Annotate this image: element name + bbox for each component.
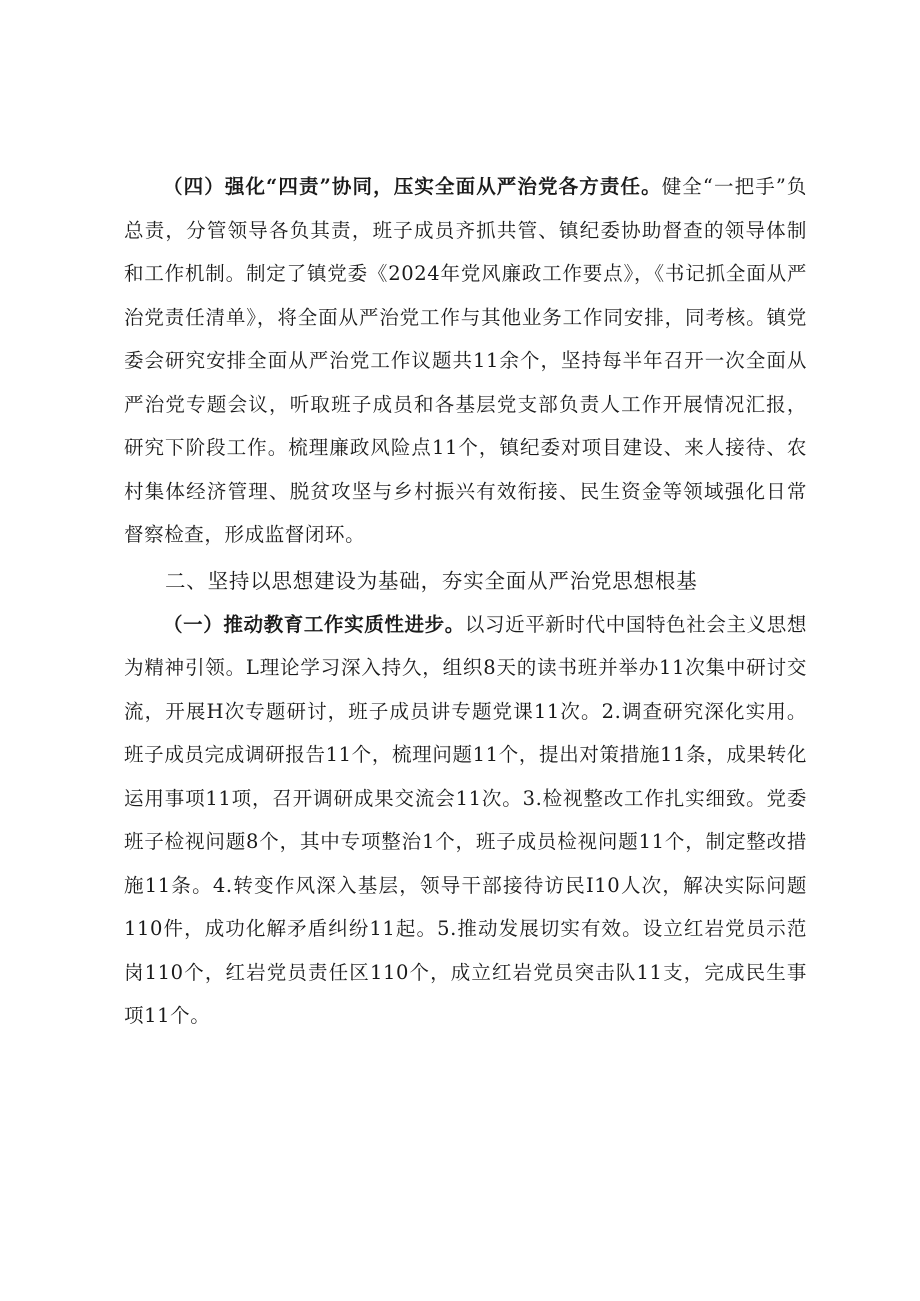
section-1-body: 以习近平新时代中国特色社会主义思想为精神引领。L理论学习深入持久，组织8天的读书班并举办11次集中研讨交流，开展H次专题研讨，班子成员讲专题党课11次。2.调查研究深化实用。班子成员完成调研报告11个，梳理问题11个，提出对策措施11条，成果转化运用事项11项，召开调研成果交流会11次。3.检视整改工作扎实细致。党委班子检视问题8个，其中专项整治1个，班子成员检视问题11个，制定整改措施11条。4.转变作风深入基层，领导干部接待访民I10人次，解决实际问题110件，成功化解矛盾纠纷11起。5.推动发展切实有效。设立红岩党员示范岗110个，红岩党员责任区110个，成立红岩党员突击队11支，完成民生事项11个。 [124, 612, 807, 1027]
section-1-lead: （一）推动教育工作实质性进步。 [163, 612, 465, 636]
heading-section-2: 二、坚持以思想建设为基础，夯实全面从严治党思想根基 [165, 568, 698, 593]
section-4-body: 健全“一把手”负总责，分管领导各负其责，班子成员齐抓共管、镇纪委协助督查的领导体制和工作机制。制定了镇党委《2024年党风廉政工作要点》，《书记抓全面从严治党责任清单》，将全面从严治党工作与其他业务工作同安排，同考核。镇党委会研究安排全面从严治党工作议题共11余个，坚持每半年召开一次全面从严治党专题会议，听取班子成员和各基层党支部负责人工作开展情况汇报，研究下阶段工作。梳理廉政风险点11个，镇纪委对项目建设、来人接待、农村集体经济管理、脱贫攻坚与乡村振兴有效衔接、民生资金等领域强化日常督察检查，形成监督闭环。 [124, 175, 807, 546]
paragraph-section-4 [124, 165, 807, 557]
document-body [124, 165, 807, 1038]
section-4-lead: （四）强化“四责”协同，压实全面从严治党各方责任。 [163, 175, 662, 198]
paragraph-section-1 [124, 603, 807, 1038]
